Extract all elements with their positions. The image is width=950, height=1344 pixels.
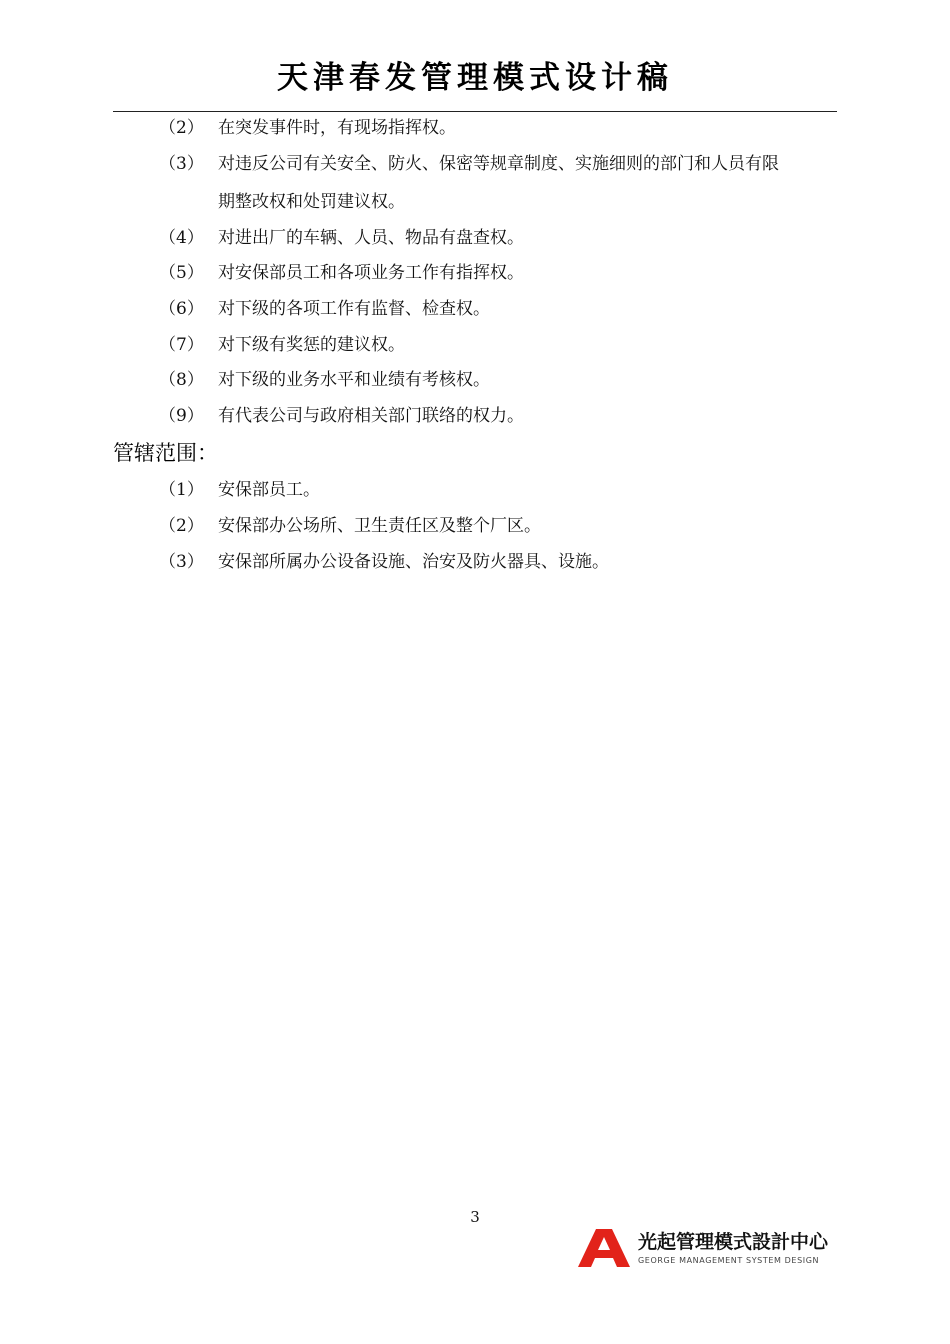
list-item-authority-7	[0, 331, 950, 359]
item-number: （9）	[159, 406, 204, 426]
logo-english-name: GEORGE MANAGEMENT SYSTEM DESIGN	[638, 1256, 820, 1265]
page-number: 3	[470, 1208, 480, 1226]
list-item-authority-3-continuation	[0, 188, 950, 216]
item-text: 对下级有奖惩的建议权。	[218, 335, 405, 355]
list-item-authority-8	[0, 366, 950, 394]
item-text: 安保部员工。	[218, 480, 320, 500]
item-number: （3）	[159, 154, 204, 174]
list-item-authority-5	[0, 259, 950, 287]
item-text: 安保部所属办公设备设施、治安及防火器具、设施。	[218, 552, 609, 572]
company-logo	[572, 1226, 838, 1270]
list-item-authority-9	[0, 402, 950, 430]
list-item-authority-2	[0, 114, 950, 142]
item-text: 在突发事件时，有现场指挥权。	[218, 118, 456, 138]
item-text: 安保部办公场所、卫生责任区及整个厂区。	[218, 516, 541, 536]
item-number: （5）	[159, 263, 204, 283]
item-text: 对下级的各项工作有监督、检查权。	[218, 299, 490, 319]
item-number: （6）	[159, 299, 204, 319]
item-number: （3）	[159, 552, 204, 572]
list-item-scope-1	[0, 476, 950, 504]
document-header-title: 天津春发管理模式设计稿	[277, 60, 673, 96]
logo-chinese-name: 光起管理模式設計中心	[638, 1231, 829, 1253]
item-text: 有代表公司与政府相关部门联络的权力。	[218, 406, 524, 426]
item-number: （7）	[159, 335, 204, 355]
header-divider	[113, 111, 837, 112]
item-text: 对安保部员工和各项业务工作有指挥权。	[218, 263, 524, 283]
section-heading-scope: 管辖范围：	[113, 441, 218, 465]
list-item-scope-3	[0, 548, 950, 576]
list-item-scope-2	[0, 512, 950, 540]
item-text-continuation: 期整改权和处罚建议权。	[218, 192, 405, 212]
list-item-authority-4	[0, 224, 950, 252]
logo-a-mark-icon	[576, 1228, 632, 1268]
item-number: （2）	[159, 118, 204, 138]
item-text: 对下级的业务水平和业绩有考核权。	[218, 370, 490, 390]
item-number: （2）	[159, 516, 204, 536]
list-item-authority-6	[0, 295, 950, 323]
list-item-authority-3	[0, 150, 950, 178]
item-text: 对进出厂的车辆、人员、物品有盘查权。	[218, 228, 524, 248]
item-text: 对违反公司有关安全、防火、保密等规章制度、实施细则的部门和人员有限	[218, 154, 779, 174]
item-number: （4）	[159, 228, 204, 248]
item-number: （8）	[159, 370, 204, 390]
item-number: （1）	[159, 480, 204, 500]
